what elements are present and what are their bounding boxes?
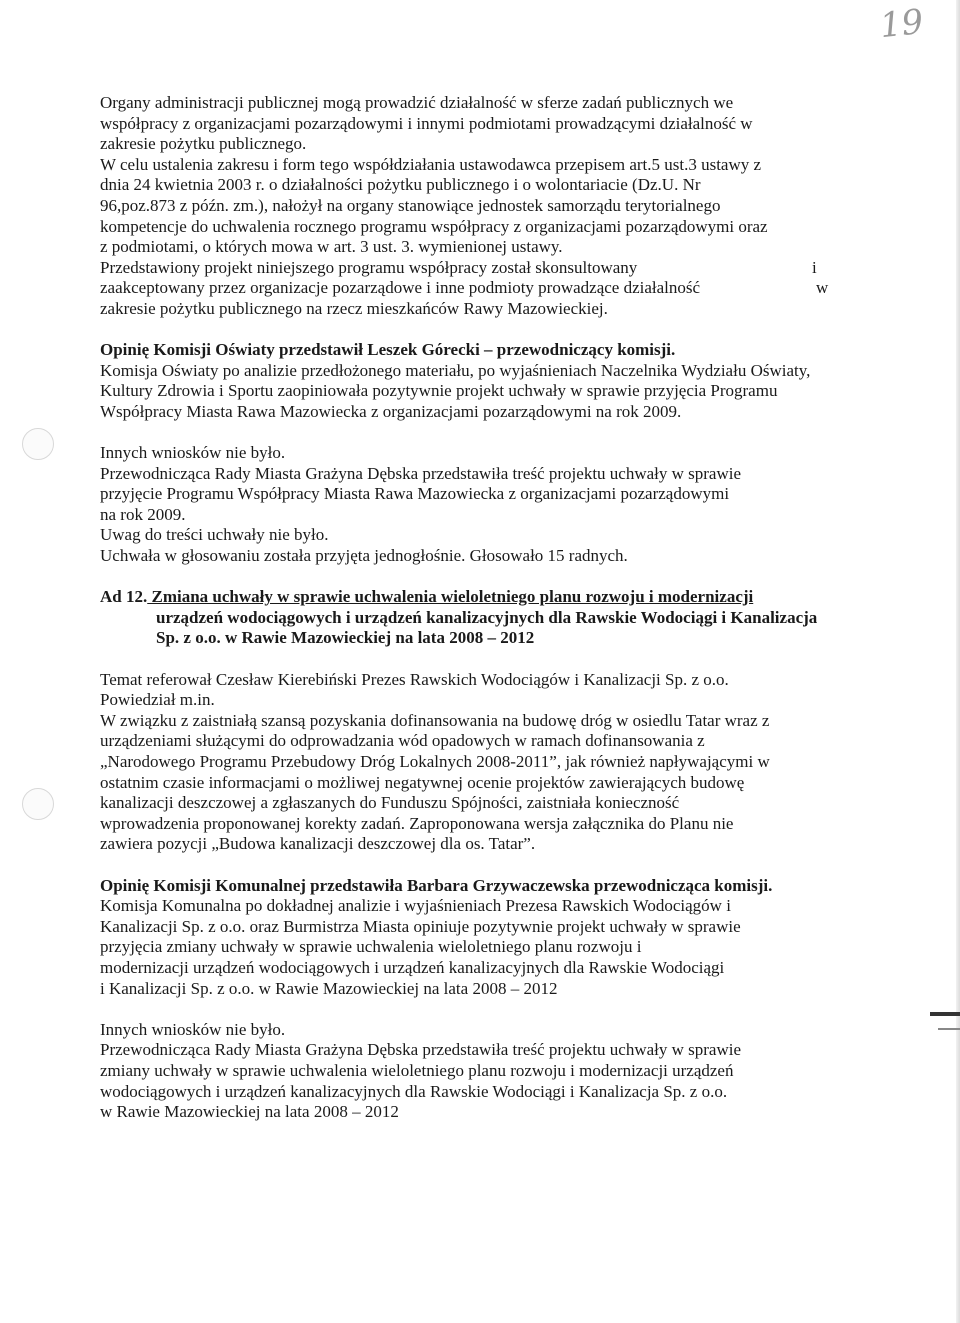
text-line: Współpracy Miasta Rawa Mazowiecka z organizacjami pozarządowymi na rok 2009. <box>100 401 682 421</box>
heading-komunalnej: Opinię Komisji Komunalnej przedstawiła Barbara Grzywaczewska przewodnicząca komisji. <box>100 875 773 895</box>
paragraph-komunalnej <box>100 896 860 999</box>
edge-mark <box>930 1012 960 1016</box>
text-line <box>100 258 860 279</box>
text-line: W związku z zaistniałą szansą pozyskania dofinansowania na budowę dróg w osiedlu Tatar wraz z <box>100 710 770 730</box>
text-line: na rok 2009. <box>100 504 186 524</box>
handwritten-page-number: 19 <box>878 1 926 47</box>
text-line-main: Przedstawiony projekt niniejszego programu współpracy został skonsultowany <box>100 257 638 277</box>
text-line: W celu ustalenia zakresu i form tego współdziałania ustawodawca przepisem art.5 ust.3 ustawy z <box>100 154 762 174</box>
text-line <box>100 278 860 299</box>
text-line: „Narodowego Programu Przebudowy Dróg Lokalnych 2008-2011”, jak również napływającymi w <box>100 752 770 771</box>
text-line: kompetencje do uchwalenia rocznego programu współpracy z organizacjami pozarządowymi oraz <box>100 216 768 236</box>
text-line: zmiany uchwały w sprawie uchwalenia wieloletniego planu rozwoju i modernizacji urządzeń <box>100 1060 734 1080</box>
text-line: współpracy z organizacjami pozarządowymi i innymi podmiotami prowadzącymi działalność w <box>100 113 753 133</box>
text-line: Uchwała w głosowaniu została przyjęta jednogłośnie. Głosowało 15 radnych. <box>100 546 628 566</box>
edge-mark-secondary <box>938 1028 960 1030</box>
heading-oswiaty: Opinię Komisji Oświaty przedstawił Leszek Górecki – przewodniczący komisji. <box>100 340 676 360</box>
text-line: w Rawie Mazowieckiej na lata 2008 – 2012 <box>100 1102 399 1122</box>
text-line: z podmiotami, o których mowa w art. 3 ust. 3. wymienionej ustawy. <box>100 237 563 257</box>
spacer <box>100 423 860 444</box>
text-line: zawiera pozycji „Budowa kanalizacji deszczowej dla os. Tatar”. <box>100 834 536 854</box>
text-line: Przewodnicząca Rady Miasta Grażyna Dębska przedstawiła treść projektu uchwały w sprawie <box>100 463 742 483</box>
text-line: Organy administracji publicznej mogą prowadzić działalność w sferze zadań publicznych we <box>100 93 734 112</box>
text-line: Innych wniosków nie było. <box>100 443 286 463</box>
paragraph-vote-2 <box>100 1020 860 1123</box>
text-line: Powiedział m.in. <box>100 690 215 710</box>
spacer <box>100 649 860 670</box>
text-line: wprowadzenia proponowanej korekty zadań. Zaproponowana wersja załącznika do Planu nie <box>100 813 734 833</box>
text-line: przyjęcie Programu Współpracy Miasta Rawa Mazowiecka z organizacjami pozarządowymi <box>100 484 730 504</box>
text-line: Komisja Komunalna po dokładnej analizie i wyjaśnieniach Prezesa Rawskich Wodociągów i <box>100 896 731 916</box>
spacer <box>100 320 860 341</box>
text-line: Uwag do treści uchwały nie było. <box>100 525 329 545</box>
text-line: urządzeniami służącymi do odprowadzania wód opadowych w ramach dofinansowania z <box>100 731 705 751</box>
punch-hole <box>22 428 54 460</box>
agenda-item-12 <box>100 587 860 649</box>
text-line: zakresie pożytku publicznego. <box>100 134 307 154</box>
agenda-label: Ad 12. <box>100 587 148 607</box>
page-edge-shadow <box>956 0 960 1323</box>
document-body <box>100 93 860 1123</box>
text-line: i Kanalizacji Sp. z o.o. w Rawie Mazowieckiej na lata 2008 – 2012 <box>100 978 558 998</box>
text-line: Innych wniosków nie było. <box>100 1019 286 1039</box>
text-line-main: zaakceptowany przez organizacje pozarządowe i inne podmioty prowadzące działalność <box>100 278 701 298</box>
text-line: Temat referował Czesław Kierebiński Prezes Rawskich Wodociągów i Kanalizacji Sp. z o.o. <box>100 669 729 689</box>
text-line: kanalizacji deszczowej a zgłaszanych do Funduszu Spójności, zaistniała konieczność <box>100 793 680 813</box>
agenda-heading-line <box>100 587 860 608</box>
text-line: dnia 24 kwietnia 2003 r. o działalności pożytku publicznego i o wolontariacie (Dz.U. Nr <box>100 175 701 195</box>
text-line-tail: i <box>812 257 817 277</box>
text-line: Przewodnicząca Rady Miasta Grażyna Dębska przedstawiła treść projektu uchwały w sprawie <box>100 1040 742 1060</box>
paragraph-intro <box>100 93 860 320</box>
text-line: przyjęcia zmiany uchwały w sprawie uchwalenia wieloletniego planu rozwoju i <box>100 937 642 957</box>
spacer <box>100 999 860 1020</box>
punch-hole <box>22 788 54 820</box>
spacer <box>100 855 860 876</box>
text-line: Komisja Oświaty po analizie przedłożonego materiału, po wyjaśnieniach Naczelnika Wydziału Oświaty, <box>100 360 811 380</box>
agenda-heading-line: urządzeń wodociągowych i urządzeń kanalizacyjnych dla Rawskie Wodociągi i Kanalizacja <box>156 607 818 627</box>
text-line: wodociągowych i urządzeń kanalizacyjnych dla Rawskie Wodociągi i Kanalizacja Sp. z o.o. <box>100 1081 728 1101</box>
text-line-tail: w <box>816 278 829 298</box>
text-line: Kultury Zdrowia i Sportu zaopiniowała pozytywnie projekt uchwały w sprawie przyjęcia Programu <box>100 381 778 401</box>
text-line: Kanalizacji Sp. z o.o. oraz Burmistrza Miasta opiniuje pozytywnie projekt uchwały w sprawie <box>100 916 741 936</box>
text-line: ostatnim czasie informacjami o możliwej negatywnej ocenie projektów zawierających budowę <box>100 772 745 792</box>
paragraph-vote-1 <box>100 443 860 567</box>
paragraph-oswiaty <box>100 361 860 423</box>
paragraph-report <box>100 670 860 855</box>
text-line: 96,poz.873 z późn. zm.), nałożył na organy stanowiące jednostek samorządu terytorialnego <box>100 195 721 215</box>
agenda-title: Zmiana uchwały w sprawie uchwalenia wieloletniego planu rozwoju i modernizacji <box>147 587 754 607</box>
text-line: modernizacji urządzeń wodociągowych i urządzeń kanalizacyjnych dla Rawskie Wodociągi <box>100 957 725 977</box>
spacer <box>100 567 860 588</box>
agenda-heading-line: Sp. z o.o. w Rawie Mazowieckiej na lata 2008 – 2012 <box>156 628 535 648</box>
text-line: zakresie pożytku publicznego na rzecz mieszkańców Rawy Mazowieckiej. <box>100 298 608 318</box>
